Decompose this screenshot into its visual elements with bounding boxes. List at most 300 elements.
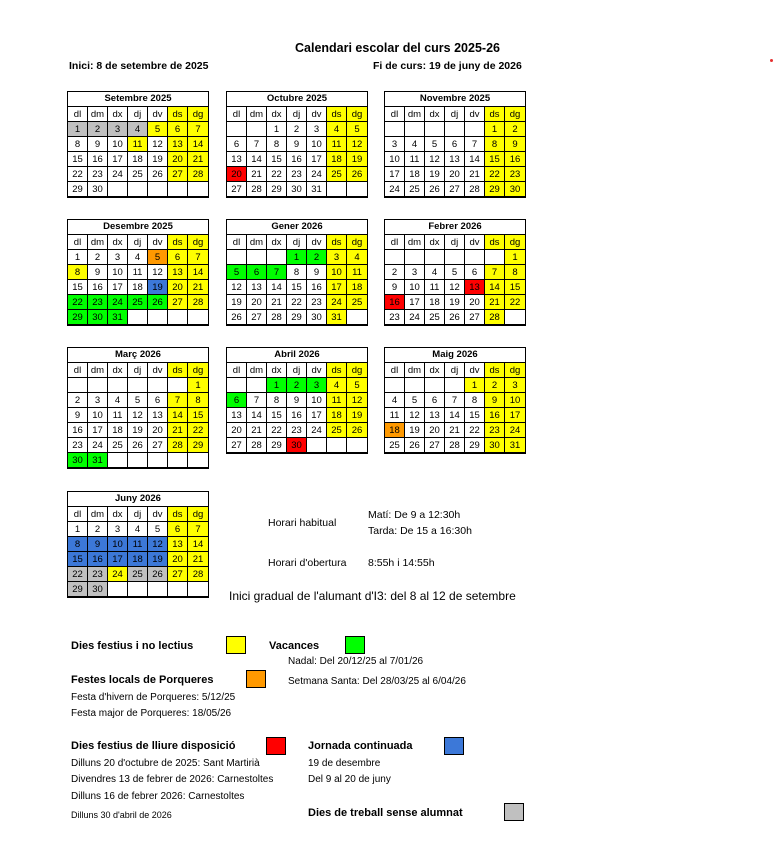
day-cell: 3: [405, 265, 425, 280]
day-cell: 22: [485, 167, 505, 182]
weekday-header: dj: [128, 107, 148, 122]
day-cell: 7: [247, 137, 267, 152]
day-cell: 31: [307, 182, 327, 197]
legend-locals-title: Festes locals de Porqueres: [71, 674, 214, 686]
day-cell: 15: [287, 280, 307, 295]
empty-cell: [445, 378, 465, 393]
day-cell: 24: [307, 423, 327, 438]
day-cell: 28: [445, 438, 465, 453]
weekday-header: dj: [445, 363, 465, 378]
day-cell: 5: [405, 393, 425, 408]
weekday-header: dm: [88, 107, 108, 122]
weekday-header: dv: [148, 363, 168, 378]
day-cell: 20: [168, 280, 188, 295]
weekday-header: dg: [505, 235, 525, 250]
day-cell: 11: [108, 408, 128, 423]
day-cell: 23: [88, 567, 108, 582]
day-cell: 17: [405, 295, 425, 310]
month-name: Juny 2026: [68, 492, 208, 507]
day-cell: 14: [247, 152, 267, 167]
day-cell: 9: [307, 265, 327, 280]
day-cell: 25: [128, 567, 148, 582]
weekday-header: ds: [168, 507, 188, 522]
day-cell: 10: [385, 152, 405, 167]
day-cell: 6: [168, 522, 188, 537]
day-cell: 3: [505, 378, 525, 393]
day-cell: 30: [485, 438, 505, 453]
day-cell: 27: [148, 438, 168, 453]
day-cell: 1: [287, 250, 307, 265]
legend-locals-swatch: [246, 670, 266, 688]
day-cell: 31: [108, 310, 128, 325]
empty-cell: [347, 310, 367, 325]
empty-cell: [148, 310, 168, 325]
day-cell: 11: [327, 137, 347, 152]
day-cell: 19: [347, 408, 367, 423]
day-cell: 15: [188, 408, 208, 423]
day-cell: 5: [148, 250, 168, 265]
weekday-header: dl: [227, 363, 247, 378]
day-cell: 19: [148, 152, 168, 167]
day-cell: 9: [88, 265, 108, 280]
weekday-header: dg: [188, 235, 208, 250]
day-cell: 3: [108, 250, 128, 265]
day-cell: 10: [505, 393, 525, 408]
horari-habitual-label: Horari habitual: [268, 517, 337, 529]
day-cell: 7: [247, 393, 267, 408]
empty-cell: [327, 438, 347, 453]
weekday-header: dv: [148, 235, 168, 250]
weekday-header: dv: [148, 507, 168, 522]
day-cell: 10: [108, 137, 128, 152]
day-cell: 12: [347, 393, 367, 408]
empty-cell: [385, 378, 405, 393]
day-cell: 1: [188, 378, 208, 393]
day-cell: 2: [88, 522, 108, 537]
weekday-header: dv: [465, 235, 485, 250]
month-desembre: [67, 219, 209, 326]
day-cell: 10: [88, 408, 108, 423]
day-cell: 20: [247, 295, 267, 310]
day-cell: 30: [88, 310, 108, 325]
empty-cell: [445, 250, 465, 265]
day-cell: 29: [465, 438, 485, 453]
empty-cell: [108, 453, 128, 468]
day-cell: 16: [307, 280, 327, 295]
empty-cell: [445, 122, 465, 137]
day-cell: 14: [188, 537, 208, 552]
empty-cell: [168, 582, 188, 597]
weekday-header: dx: [108, 107, 128, 122]
day-cell: 1: [267, 378, 287, 393]
day-cell: 28: [485, 310, 505, 325]
month-grid: [68, 235, 208, 325]
day-cell: 9: [385, 280, 405, 295]
day-cell: 1: [485, 122, 505, 137]
day-cell: 7: [485, 265, 505, 280]
day-cell: 3: [108, 522, 128, 537]
weekday-header: dl: [227, 235, 247, 250]
day-cell: 13: [445, 152, 465, 167]
empty-cell: [108, 582, 128, 597]
empty-cell: [188, 453, 208, 468]
day-cell: 19: [445, 295, 465, 310]
empty-cell: [148, 582, 168, 597]
day-cell: 23: [307, 295, 327, 310]
day-cell: 6: [247, 265, 267, 280]
day-cell: 20: [425, 423, 445, 438]
horari-mati: Matí: De 9 a 12:30h: [368, 509, 461, 521]
day-cell: 2: [287, 122, 307, 137]
day-cell: 13: [227, 408, 247, 423]
day-cell: 22: [287, 295, 307, 310]
day-cell: 7: [188, 122, 208, 137]
day-cell: 25: [327, 423, 347, 438]
day-cell: 31: [88, 453, 108, 468]
day-cell: 16: [385, 295, 405, 310]
day-cell: 13: [168, 265, 188, 280]
month-novembre: [384, 91, 526, 198]
weekday-header: dl: [227, 107, 247, 122]
day-cell: 29: [287, 310, 307, 325]
page-title: Calendari escolar del curs 2025-26: [295, 41, 500, 55]
day-cell: 24: [505, 423, 525, 438]
empty-cell: [88, 378, 108, 393]
day-cell: 25: [385, 438, 405, 453]
weekday-header: dj: [287, 107, 307, 122]
day-cell: 15: [267, 152, 287, 167]
legend-treball-title: Dies de treball sense alumnat: [308, 807, 463, 819]
empty-cell: [385, 250, 405, 265]
day-cell: 24: [385, 182, 405, 197]
month-abril: [226, 347, 368, 454]
empty-cell: [188, 310, 208, 325]
day-cell: 4: [327, 378, 347, 393]
day-cell: 2: [385, 265, 405, 280]
empty-cell: [227, 122, 247, 137]
weekday-header: dl: [68, 107, 88, 122]
day-cell: 18: [385, 423, 405, 438]
weekday-header: dg: [505, 107, 525, 122]
day-cell: 22: [267, 423, 287, 438]
day-cell: 2: [287, 378, 307, 393]
day-cell: 1: [68, 122, 88, 137]
day-cell: 8: [68, 137, 88, 152]
weekday-header: dm: [405, 235, 425, 250]
day-cell: 3: [108, 122, 128, 137]
empty-cell: [425, 122, 445, 137]
day-cell: 29: [188, 438, 208, 453]
day-cell: 22: [465, 423, 485, 438]
day-cell: 30: [287, 438, 307, 453]
legend-festius-swatch: [226, 636, 246, 654]
day-cell: 19: [128, 423, 148, 438]
day-cell: 4: [425, 265, 445, 280]
day-cell: 14: [247, 408, 267, 423]
day-cell: 27: [227, 438, 247, 453]
month-name: Setembre 2025: [68, 92, 208, 107]
day-cell: 11: [347, 265, 367, 280]
weekday-header: dg: [505, 363, 525, 378]
day-cell: 18: [327, 408, 347, 423]
day-cell: 30: [68, 453, 88, 468]
day-cell: 5: [128, 393, 148, 408]
month-gener: [226, 219, 368, 326]
day-cell: 17: [108, 152, 128, 167]
day-cell: 2: [68, 393, 88, 408]
day-cell: 21: [188, 552, 208, 567]
day-cell: 22: [68, 167, 88, 182]
month-name: Desembre 2025: [68, 220, 208, 235]
day-cell: 10: [307, 137, 327, 152]
empty-cell: [168, 182, 188, 197]
day-cell: 14: [465, 152, 485, 167]
day-cell: 15: [68, 152, 88, 167]
empty-cell: [168, 310, 188, 325]
weekday-header: dj: [128, 507, 148, 522]
day-cell: 16: [287, 408, 307, 423]
empty-cell: [247, 250, 267, 265]
empty-cell: [128, 453, 148, 468]
day-cell: 30: [88, 182, 108, 197]
day-cell: 13: [227, 152, 247, 167]
empty-cell: [168, 453, 188, 468]
day-cell: 12: [148, 537, 168, 552]
day-cell: 15: [68, 280, 88, 295]
day-cell: 19: [227, 295, 247, 310]
legend-lliure-swatch: [266, 737, 286, 755]
legend-locals-2: Festa major de Porqueres: 18/05/26: [71, 708, 232, 719]
day-cell: 10: [327, 265, 347, 280]
horari-obertura-label: Horari d'obertura: [268, 557, 347, 569]
empty-cell: [247, 122, 267, 137]
weekday-header: dm: [247, 107, 267, 122]
day-cell: 8: [188, 393, 208, 408]
day-cell: 11: [425, 280, 445, 295]
weekday-header: dx: [108, 235, 128, 250]
day-cell: 30: [88, 582, 108, 597]
day-cell: 16: [287, 152, 307, 167]
day-cell: 4: [128, 122, 148, 137]
weekday-header: dm: [88, 235, 108, 250]
day-cell: 26: [148, 567, 168, 582]
weekday-header: dj: [287, 363, 307, 378]
empty-cell: [108, 378, 128, 393]
day-cell: 17: [108, 280, 128, 295]
day-cell: 2: [485, 378, 505, 393]
day-cell: 19: [347, 152, 367, 167]
day-cell: 8: [465, 393, 485, 408]
day-cell: 5: [445, 265, 465, 280]
day-cell: 25: [128, 167, 148, 182]
empty-cell: [148, 378, 168, 393]
horari-tarda: Tarda: De 15 a 16:30h: [368, 525, 472, 537]
day-cell: 31: [505, 438, 525, 453]
weekday-header: dg: [188, 107, 208, 122]
day-cell: 4: [108, 393, 128, 408]
day-cell: 6: [465, 265, 485, 280]
day-cell: 1: [465, 378, 485, 393]
empty-cell: [327, 182, 347, 197]
day-cell: 30: [505, 182, 525, 197]
month-name: Febrer 2026: [385, 220, 525, 235]
weekday-header: dl: [385, 363, 405, 378]
day-cell: 12: [227, 280, 247, 295]
day-cell: 18: [128, 280, 148, 295]
day-cell: 9: [88, 137, 108, 152]
day-cell: 15: [267, 408, 287, 423]
weekday-header: ds: [168, 235, 188, 250]
empty-cell: [128, 310, 148, 325]
day-cell: 3: [327, 250, 347, 265]
weekday-header: dm: [88, 507, 108, 522]
day-cell: 8: [68, 537, 88, 552]
empty-cell: [465, 250, 485, 265]
day-cell: 5: [148, 522, 168, 537]
weekday-header: ds: [485, 235, 505, 250]
month-name: Abril 2026: [227, 348, 367, 363]
empty-cell: [108, 182, 128, 197]
weekday-header: dm: [88, 363, 108, 378]
day-cell: 6: [227, 137, 247, 152]
day-cell: 24: [108, 167, 128, 182]
day-cell: 22: [505, 295, 525, 310]
day-cell: 4: [385, 393, 405, 408]
day-cell: 21: [168, 423, 188, 438]
course-end: Fi de curs: 19 de juny de 2026: [373, 60, 522, 72]
day-cell: 3: [88, 393, 108, 408]
weekday-header: dm: [405, 107, 425, 122]
day-cell: 26: [227, 310, 247, 325]
day-cell: 20: [465, 295, 485, 310]
day-cell: 13: [247, 280, 267, 295]
day-cell: 4: [347, 250, 367, 265]
day-cell: 27: [168, 567, 188, 582]
day-cell: 17: [88, 423, 108, 438]
day-cell: 27: [247, 310, 267, 325]
day-cell: 23: [485, 423, 505, 438]
day-cell: 26: [425, 182, 445, 197]
day-cell: 18: [327, 152, 347, 167]
day-cell: 22: [188, 423, 208, 438]
weekday-header: dx: [267, 235, 287, 250]
day-cell: 27: [227, 182, 247, 197]
day-cell: 19: [148, 552, 168, 567]
weekday-header: dj: [287, 235, 307, 250]
day-cell: 17: [385, 167, 405, 182]
day-cell: 14: [168, 408, 188, 423]
day-cell: 4: [128, 250, 148, 265]
day-cell: 21: [267, 295, 287, 310]
day-cell: 2: [88, 122, 108, 137]
day-cell: 22: [68, 295, 88, 310]
empty-cell: [247, 378, 267, 393]
day-cell: 26: [405, 438, 425, 453]
day-cell: 2: [505, 122, 525, 137]
day-cell: 12: [128, 408, 148, 423]
day-cell: 29: [267, 438, 287, 453]
month-maig: [384, 347, 526, 454]
day-cell: 24: [108, 295, 128, 310]
day-cell: 30: [307, 310, 327, 325]
day-cell: 14: [445, 408, 465, 423]
day-cell: 27: [445, 182, 465, 197]
day-cell: 3: [307, 378, 327, 393]
day-cell: 21: [247, 423, 267, 438]
month-grid: [68, 363, 208, 468]
day-cell: 11: [385, 408, 405, 423]
day-cell: 17: [307, 408, 327, 423]
day-cell: 6: [445, 137, 465, 152]
day-cell: 9: [68, 408, 88, 423]
day-cell: 27: [465, 310, 485, 325]
day-cell: 13: [168, 537, 188, 552]
weekday-header: dv: [148, 107, 168, 122]
day-cell: 21: [465, 167, 485, 182]
day-cell: 11: [327, 393, 347, 408]
weekday-header: ds: [327, 235, 347, 250]
day-cell: 28: [465, 182, 485, 197]
day-cell: 25: [128, 295, 148, 310]
empty-cell: [405, 122, 425, 137]
day-cell: 9: [88, 537, 108, 552]
month-grid: [385, 107, 525, 197]
day-cell: 11: [405, 152, 425, 167]
day-cell: 6: [227, 393, 247, 408]
empty-cell: [347, 438, 367, 453]
day-cell: 30: [287, 182, 307, 197]
day-cell: 24: [327, 295, 347, 310]
day-cell: 6: [425, 393, 445, 408]
weekday-header: dl: [68, 363, 88, 378]
day-cell: 12: [425, 152, 445, 167]
day-cell: 28: [267, 310, 287, 325]
month-name: Maig 2026: [385, 348, 525, 363]
empty-cell: [168, 378, 188, 393]
legend-setmana-santa: Setmana Santa: Del 28/03/25 al 6/04/26: [288, 676, 466, 687]
weekday-header: dx: [267, 363, 287, 378]
empty-cell: [425, 250, 445, 265]
day-cell: 28: [188, 167, 208, 182]
day-cell: 26: [128, 438, 148, 453]
day-cell: 18: [405, 167, 425, 182]
day-cell: 4: [327, 122, 347, 137]
legend-continuada-title: Jornada continuada: [308, 740, 413, 752]
day-cell: 21: [188, 280, 208, 295]
day-cell: 26: [148, 295, 168, 310]
day-cell: 16: [68, 423, 88, 438]
day-cell: 23: [68, 438, 88, 453]
day-cell: 21: [188, 152, 208, 167]
day-cell: 23: [505, 167, 525, 182]
day-cell: 12: [445, 280, 465, 295]
day-cell: 5: [347, 122, 367, 137]
day-cell: 24: [108, 567, 128, 582]
day-cell: 10: [405, 280, 425, 295]
legend-continuada-1: 19 de desembre: [308, 758, 381, 769]
day-cell: 19: [425, 167, 445, 182]
day-cell: 29: [68, 310, 88, 325]
day-cell: 8: [287, 265, 307, 280]
legend-nadal: Nadal: Del 20/12/25 al 7/01/26: [288, 656, 424, 667]
day-cell: 27: [168, 295, 188, 310]
day-cell: 16: [88, 280, 108, 295]
day-cell: 6: [168, 250, 188, 265]
legend-treball-swatch: [504, 803, 524, 821]
day-cell: 24: [307, 167, 327, 182]
weekday-header: dx: [108, 507, 128, 522]
weekday-header: dx: [425, 107, 445, 122]
